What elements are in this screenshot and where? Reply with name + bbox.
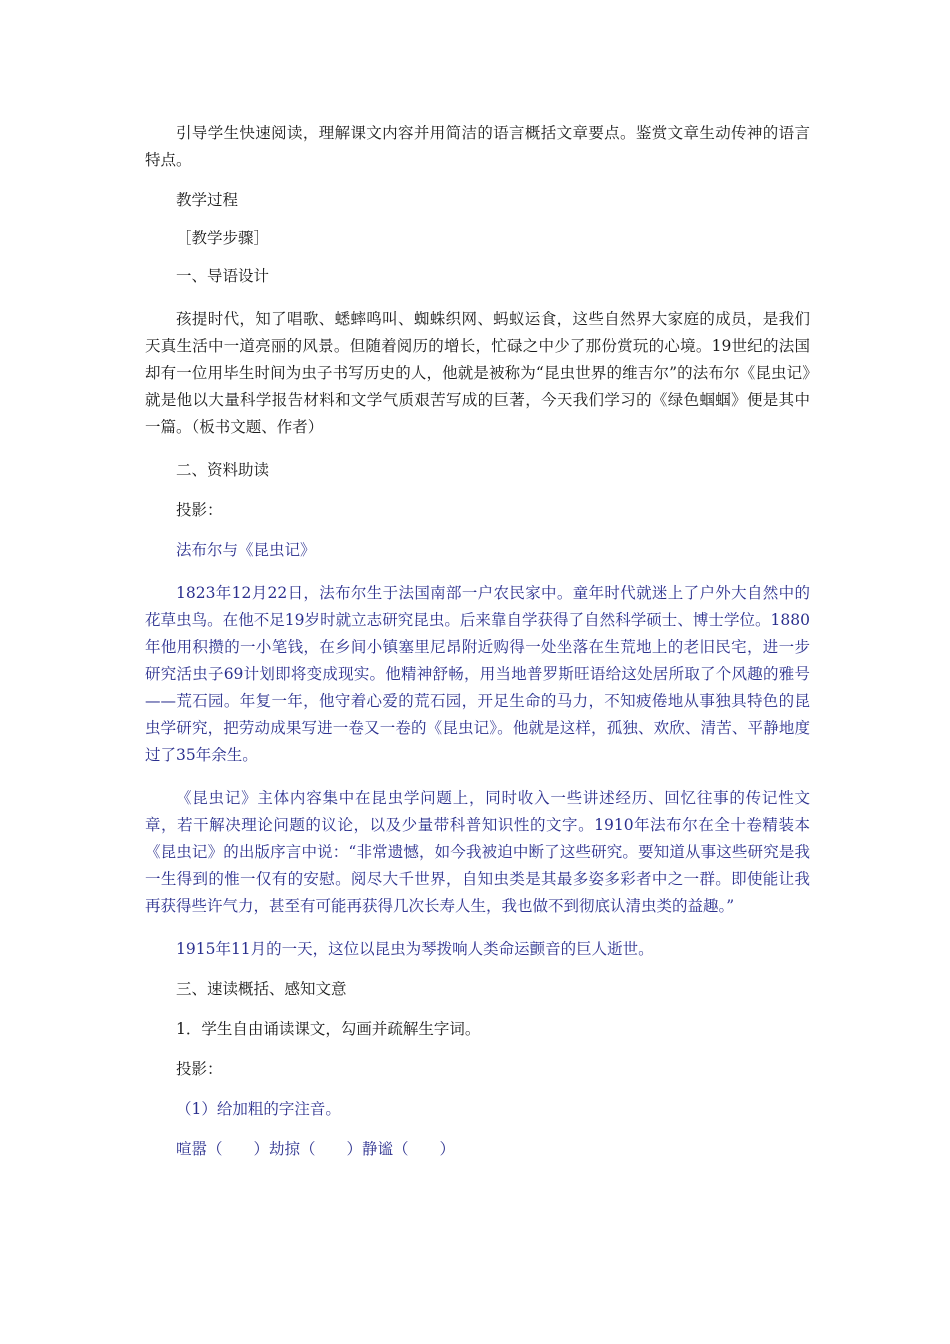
section1-heading: 一、导语设计	[176, 267, 270, 285]
projection-label-1: 投影：	[176, 501, 223, 519]
process-heading: 教学过程	[176, 191, 239, 209]
projection-label-2: 投影：	[176, 1060, 223, 1078]
section3-heading: 三、速读概括、感知文意	[176, 980, 347, 998]
material-paragraph-3: 1915年11月的一天，这位以昆虫为琴拨响人类命运颤音的巨人逝世。	[176, 940, 654, 958]
exercise-item-1: 1．学生自由诵读课文，勾画并疏解生字词。	[176, 1020, 481, 1038]
exercise-words: 喧嚣（ ）劫掠（ ）静谧（ ）	[176, 1140, 456, 1158]
material-paragraph-2: 《昆虫记》主体内容集中在昆虫学问题上，同时收入一些讲述经历、回忆往事的传记性文章，若干解决理论问题的议论，以及少量带科普知识性的文字。1910年法布尔在全十卷精装本《昆虫记》的出版序言中说：“非常遗憾，如今我被迫中断了这些研究。要知道从事这些研究是我一生得到的惟一仅有的安慰。阅尽大千世界，自知虫类是其最多姿多彩者中之一群。即使能让我再获得些许气力，甚至有可能再获得几次长寿人生，我也做不到彻底认清虫类的益趣。”	[145, 789, 810, 915]
section2-heading: 二、资料助读	[176, 461, 270, 479]
exercise-instruction: （1）给加粗的字注音。	[176, 1100, 341, 1118]
material-paragraph-1: 1823年12月22日，法布尔生于法国南部一户农民家中。童年时代就迷上了户外大自然中的花草虫鸟。在他不足19岁时就立志研究昆虫。后来靠自学获得了自然科学硕士、博士学位。1880年他用积攒的一小笔钱，在乡间小镇塞里尼昂附近购得一处坐落在生荒地上的老旧民宅，进一步研究活虫子69计划即将变成现实。他精神舒畅，用当地普罗斯旺语给这处居所取了个风趣的雅号——荒石园。年复一年，他守着心爱的荒石园，开足生命的马力，不知疲倦地从事独具特色的昆虫学研究，把劳动成果写进一卷又一卷的《昆虫记》。他就是这样，孤独、欢欣、清苦、平静地度过了35年余生。	[145, 584, 810, 764]
section1-body: 孩提时代，知了唱歌、蟋蟀鸣叫、蜘蛛织网、蚂蚁运食，这些自然界大家庭的成员，是我们天真生活中一道亮丽的风景。但随着阅历的增长，忙碌之中少了那份赏玩的心境。19世纪的法国却有一位用毕生时间为虫子书写历史的人，他就是被称为“昆虫世界的维吉尔”的法布尔《昆虫记》就是他以大量科学报告材料和文学气质艰苦写成的巨著，今天我们学习的《绿色蝈蝈》便是其中一篇。（板书文题、作者）	[145, 310, 810, 436]
document-page	[145, 120, 810, 1163]
teaching-goal: 引导学生快速阅读，理解课文内容并用简洁的语言概括文章要点。鉴赏文章生动传神的语言特点。	[145, 124, 810, 169]
material-title: 法布尔与《昆虫记》	[176, 541, 316, 559]
steps-heading: ［教学步骤］	[176, 229, 270, 247]
